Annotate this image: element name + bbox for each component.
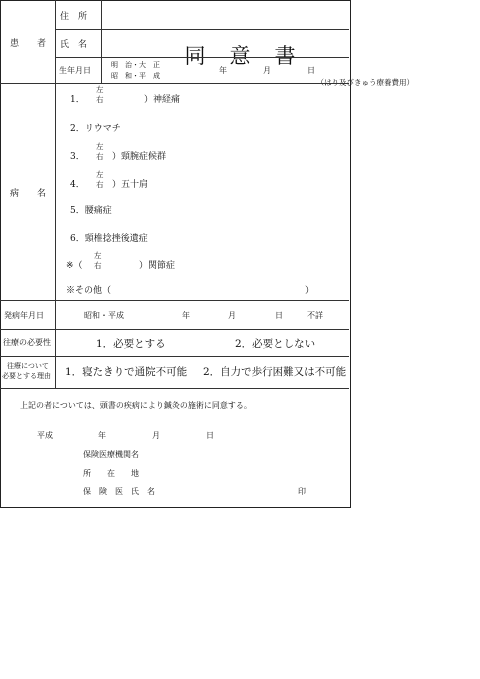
consent-month-unit: 月 [152, 431, 160, 440]
birth-day-unit: 日 [307, 66, 315, 75]
onset-era-options[interactable]: 昭和・平成 [84, 311, 124, 320]
disease-item-1-number[interactable]: 1． [70, 95, 85, 105]
title-char: 意 [229, 44, 251, 68]
document-subtitle: （はり及びきゅう療養費用） [316, 78, 414, 87]
birth-year-unit: 年 [219, 66, 227, 75]
doctor-name-label: 保 険 医 氏 名 [83, 487, 155, 496]
disease-item-5[interactable]: 5．腰痛症 [70, 206, 112, 216]
era-options-line1[interactable]: 明 治・大 正 [111, 61, 160, 69]
birthdate-label: 生年月日 [59, 66, 91, 75]
visit-need-option-2[interactable]: 2．必要としない [235, 338, 316, 350]
institution-address-label: 所 在 地 [83, 469, 139, 478]
disease-item-4-name: ）五十肩 [112, 180, 149, 190]
consent-statement: 上記の者については、頭書の疾病により鍼灸の施術に同意する。 [20, 401, 252, 410]
visit-reason-option-2[interactable]: 2．自力で歩行困難又は不可能 [203, 366, 347, 378]
onset-unknown-option[interactable]: 不詳 [307, 311, 323, 320]
institution-name-label: 保険医療機関名 [83, 450, 139, 459]
disease-item-8-number[interactable]: ※その他（ [66, 286, 112, 296]
disease-item-8-close: ） [305, 286, 315, 296]
disease-item-3-name: ）頸腕症候群 [112, 152, 167, 162]
disease-item-4-number[interactable]: 4． [70, 180, 85, 190]
visit-reason-label-line2: 必要とする理由 [2, 372, 51, 380]
visit-reason-label-line1: 往療について [7, 362, 49, 370]
patient-section-label: 患 者 [10, 39, 47, 49]
address-label: 住 所 [60, 12, 88, 22]
disease-item-2[interactable]: 2．リウマチ [70, 124, 121, 134]
title-char: 同 [184, 44, 206, 68]
visit-need-label: 往療の必要性 [3, 338, 51, 347]
disease-item-3-side[interactable]: 左 右 [96, 142, 104, 161]
consent-day-unit: 日 [206, 431, 214, 440]
disease-item-7-name: ）関節症 [139, 261, 176, 271]
disease-item-3-number[interactable]: 3． [70, 152, 85, 162]
disease-item-7-side[interactable]: 左 右 [94, 251, 102, 270]
seal-mark: 印 [298, 487, 306, 496]
consent-era: 平成 [37, 431, 53, 440]
name-label: 氏 名 [60, 40, 88, 50]
disease-item-1-side[interactable]: 左 右 [96, 85, 104, 104]
disease-item-4-side[interactable]: 左 右 [96, 170, 104, 189]
visit-need-option-1[interactable]: 1．必要とする [96, 338, 166, 350]
onset-year-unit: 年 [182, 311, 190, 320]
address-field[interactable] [102, 1, 348, 28]
consent-year-unit: 年 [98, 431, 106, 440]
onset-month-unit: 月 [228, 311, 236, 320]
disease-item-1-name: ）神経痛 [144, 95, 181, 105]
visit-reason-option-1[interactable]: 1．寝たきりで通院不可能 [65, 366, 188, 378]
birth-month-unit: 月 [263, 66, 271, 75]
disease-item-7-number[interactable]: ※（ [66, 261, 83, 271]
onset-date-label: 発病年月日 [4, 311, 44, 320]
disease-section-label: 病 名 [10, 189, 47, 199]
title-char: 書 [274, 44, 296, 68]
onset-day-unit: 日 [275, 311, 283, 320]
era-options-line2[interactable]: 昭 和・平 成 [111, 72, 160, 80]
name-field[interactable] [102, 30, 348, 56]
disease-item-6[interactable]: 6．頸椎捻挫後遺症 [70, 234, 148, 244]
